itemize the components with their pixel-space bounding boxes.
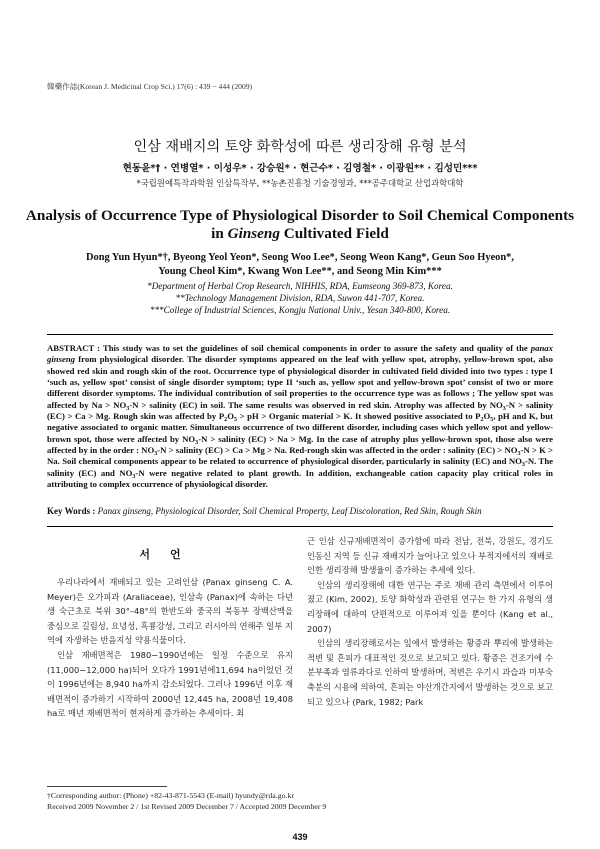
paragraph: 인삼의 생리장해로서는 잎에서 발생하는 황증과 뿌리에 발생하는 적변 및 흔피가 대표적인 것으로 보고되고 있다. 황증은 건조기에 수분부족과 염류과다로 인하여 발생하며, 적변은 우기시 과습과 미부숙 축분의 시용에 의하여, 흔피는 야산개간지에서 발생하는 것으로 보고되고 있으나 (Park, 1982; Park bbox=[307, 638, 553, 707]
korean-affiliations: *국립원예특작과학원 인삼특작부, **농촌진흥청 기술경영과, ***공주대학교 산업과학대학 bbox=[136, 178, 464, 188]
korean-title: 인삼 재배지의 토양 화학성에 따른 생리장해 유형 분석 bbox=[133, 139, 467, 155]
korean-authors: 현동윤*† · 연병열* · 이성우* · 강승원* · 현근수* · 김영철* · 이광원** · 김성민*** bbox=[122, 163, 478, 174]
body-left-column bbox=[47, 575, 293, 721]
abstract: ABSTRACT : This study was to set the guidelines of soil chemical components in order to assure the safety and quality of the panax ginseng from physiological disorder. The disorder symptoms appeared on the leaf with yellow spot, atrophy, yellow-brown spot, also showed red skin and rough skin of the root. Occurrence type of physiological disorder in cultivated field divided into two types : type I ‘such as, yellow spot’ consist of single disorder symptom; type II ‘such as, yellow spot and yellow-brown spot’ consist of two or more different disorder symptoms. The individual contribution of soil properties to the occurrence type was as follows ; The yellow spot was affected by $Na > NO_3-N$ > salinity (EC) in soil. The same results was observed in red skin. Atrophy was affected by $NO_3-N$ > salinity (EC) > Ca > Mg. Rough skin was affected by $P_2O_5$ > pH > Organic material > K. It showed positive associated to $P_2O_5$, pH and K, but negative associated to organic matter. Simultaneous occurrence of two different disorder, including cases which yellow spot and yellow-brown spot, those were affected by $NO_3-N$ > salinity (EC) > Na > Mg. In the case of atrophy plus yellow-brown spot, those also were affected by in the order : $NO_3-N$ > salinity (EC) > Ca > Mg > Na. Red-rough skin was affected in the order : salinity $(EC) > NO_3-N > K > Na$. Soil chemical components appear to be related to occurrence of physiological disorder, particularly in salinity (EC) and $NO_3-N$. The salinity (EC) and $NO_3-N$ were negative related to plant growth. In addition, exchangeable cation capacity play critical roles in attributing to complex occurrence of physiological disorder. bbox=[47, 343, 554, 490]
paragraph: 인삼의 생리장해에 대한 연구는 주로 재배 관리 측면에서 이루어졌고 (Kim, 2002), 토양 화학성과 관련된 연구는 한 가지 유형의 생리장해에 대하여 단편적으로 이루어져 있을 뿐이다 (Kang et al., 2007) bbox=[307, 579, 553, 634]
english-title bbox=[0, 207, 600, 242]
paragraph: 인삼 재배면적은 1980−1990년에는 일정 수준으로 유지 (11,000−12,000 ha)되어 오다가 1991년에11,694 ha이었던 것이 1996년에는 8,940 ha까지 감소되었다. 그러나 1996년 이후 재배면적이 증가하기 시작하여 2000년 12,445 ha, 2008년 19,408 ha로 매년 재배면적이 현저하게 증가하는 추세이다. 최 bbox=[47, 649, 293, 719]
journal-citation: 韓藥作誌(Korean J. Medicinal Crop Sci.) 17(6) : 439 − 444 (2009) bbox=[47, 82, 253, 91]
keywords-bottom-rule bbox=[47, 526, 553, 527]
abstract-top-rule bbox=[47, 334, 553, 335]
keywords: Key Words : Panax ginseng, Physiological Disorder, Soil Chemical Property, Leaf Discoloration, Red Skin, Rough Skin bbox=[47, 506, 482, 516]
english-affiliations: *Department of Herbal Crop Research, NIHHIS, RDA, Eumseong 369-873, Korea. **Technology Management Division, RDA, Suwon 441-707, Korea. ***College of Industrial Sciences, Kongju National Univ., Yesan 340-800, Korea. bbox=[147, 281, 453, 316]
footnote-rule bbox=[47, 786, 167, 787]
paragraph: 근 인삼 신규재배면적이 증가함에 따라 전남, 전북, 강원도, 경기도 인동신 지역 등 신규 재배지가 늘어나고 있으나 부적지에서의 재배로 인한 생리장해 발생율이 증가하는 추세에 있다. bbox=[307, 536, 553, 576]
paragraph: 우리나라에서 재배되고 있는 고려인삼 (Panax ginseng C. A. Meyer)은 오가피과 (Araliaceae), 인삼속 (Panax)에 속하는 다년생 숙근초로 북위 30°–48°의 한반도와 중국의 북동부 장백산맥을 중심으로 길림성, 요녕성, 흑룡강성, 그리고 러시아의 연해주 일부 지역에 자생하는 반음지성 약용식물이다. bbox=[47, 577, 293, 646]
english-title-line-2: in Ginseng Cultivated Field bbox=[211, 224, 389, 242]
english-title-line-1: Analysis of Occurrence Type of Physiological Disorder to Soil Chemical Components bbox=[25, 207, 575, 224]
footnote-received: Received 2009 November 2 / 1st Revised 2009 December 7 / Accepted 2009 December 9 bbox=[47, 802, 327, 811]
footnote-corresponding: †Corresponding author: (Phone) +82-43-871-5543 (E-mail) hyundy@rda.go.kr bbox=[47, 791, 294, 800]
page-number: 439 bbox=[292, 832, 308, 842]
section-heading-introduction: 서언 bbox=[139, 548, 201, 561]
body-right-column bbox=[307, 534, 553, 709]
english-authors: Dong Yun Hyun*†, Byeong Yeol Yeon*, Seong Woo Lee*, Seong Weon Kang*, Geun Soo Hyeon*, Young Cheol Kim*, Kwang Won Lee**, and Seong Min Kim*** bbox=[86, 252, 514, 277]
